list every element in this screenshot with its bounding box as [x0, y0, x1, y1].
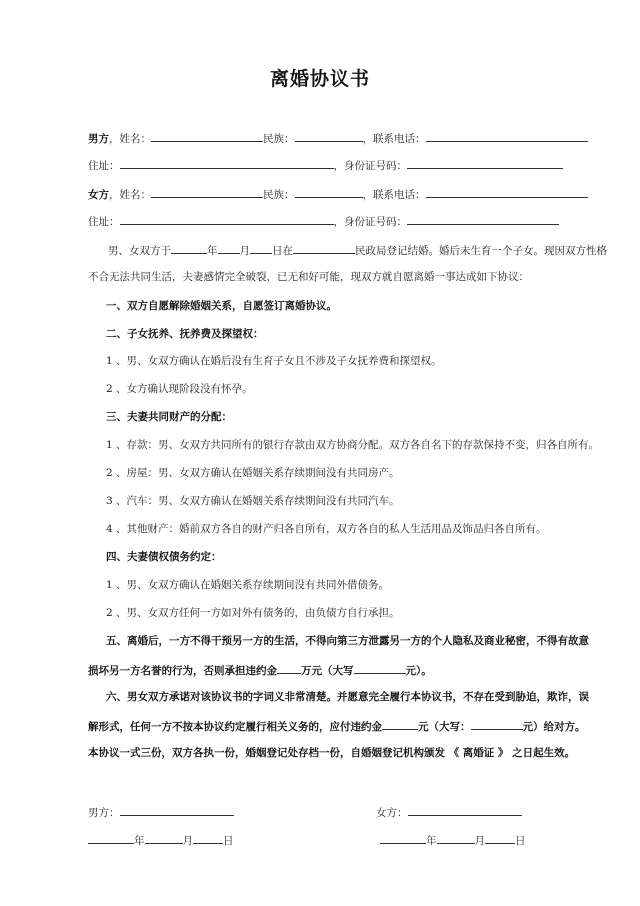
section-5-text-c: 元）。 [405, 665, 432, 677]
man-id-field[interactable] [407, 157, 563, 169]
man-signature-line [88, 804, 234, 820]
intro-text-1: 男、女双方于 [108, 245, 171, 257]
man-phone-field[interactable] [426, 130, 588, 142]
intro-year-label: 年 [207, 245, 218, 257]
woman-id-field[interactable] [407, 213, 559, 225]
section-6-line-1: 六、男女双方承诺对该协议书的字词义非常清楚。并愿意完全履行本协议书，不存在受到胁迫，欺诈，误 [106, 691, 589, 703]
penalty-amount-field[interactable] [277, 662, 301, 674]
man-address-field[interactable] [120, 157, 334, 169]
marriage-year-field[interactable] [171, 242, 207, 254]
section-1-heading: 一、双方自愿解除婚姻关系，自愿签订离婚协议。 [106, 300, 337, 312]
section-4-heading: 四、夫妻债权债务约定： [106, 551, 222, 563]
section-4-item-2: 2 、男、女双方任何一方如对外有债务的，由负债方自行承担。 [106, 607, 400, 619]
woman-month-label: 月 [474, 835, 485, 847]
intro-day-label: 日在 [272, 245, 293, 257]
section-2-heading: 二、子女抚养、抚养费及探望权： [106, 328, 264, 340]
man-sign-day-field[interactable] [193, 832, 223, 844]
woman-signature-label: 女方： [376, 807, 408, 819]
woman-address-field[interactable] [120, 213, 334, 225]
woman-name-label: ，姓名： [109, 189, 151, 201]
man-month-label: 月 [182, 835, 193, 847]
marriage-day-field[interactable] [250, 242, 272, 254]
man-address-line [88, 157, 563, 173]
woman-id-label: ，身份证号码： [333, 216, 407, 228]
marriage-month-field[interactable] [218, 242, 240, 254]
section-3-item-4: 4 、其他财产：婚前双方各自的财产归各自所有，双方各自的私人生活用品及饰品归各自所有。 [106, 523, 547, 535]
man-year-label: 年 [134, 835, 145, 847]
man-sign-month-field[interactable] [145, 832, 183, 844]
breach-amount-words-field[interactable] [471, 718, 523, 730]
registry-office-field[interactable] [293, 242, 355, 254]
breach-amount-field[interactable] [382, 718, 418, 730]
intro-month-label: 月 [239, 245, 250, 257]
man-name-field[interactable] [151, 130, 263, 142]
section-6-line-2 [88, 718, 586, 734]
section-3-heading: 三、夫妻共同财产的分配： [106, 411, 232, 423]
woman-ethnicity-field[interactable] [295, 186, 363, 198]
woman-sign-day-field[interactable] [485, 832, 515, 844]
woman-signature-line [376, 804, 522, 820]
woman-phone-field[interactable] [426, 186, 588, 198]
man-signature-field[interactable] [120, 804, 234, 816]
section-4-item-1: 1 、男、女双方确认在婚姻关系存续期间没有共同外借债务。 [106, 579, 390, 591]
section-5-line-1: 五、离婚后，一方不得干预另一方的生活，不得向第三方泄露另一方的个人隐私及商业秘密，不得有故意 [106, 635, 589, 647]
intro-line-2: 不合无法共同生活，夫妻感情完全破裂，已无和好可能，现双方就自愿离婚一事达成如下协议： [88, 271, 529, 283]
woman-day-label: 日 [515, 835, 526, 847]
woman-date-line [380, 832, 526, 848]
section-6-text-b: 元（大写： [418, 721, 471, 733]
man-phone-label: ，联系电话： [362, 133, 426, 145]
woman-phone-label: ，联系电话： [362, 189, 426, 201]
man-sign-year-field[interactable] [88, 832, 134, 844]
section-5-line-2 [88, 662, 432, 678]
man-label: 男方 [88, 133, 109, 145]
man-signature-label: 男方： [88, 807, 120, 819]
man-date-line [88, 832, 234, 848]
woman-address-line [88, 213, 559, 229]
section-6-text-c: 元）给对方。 [522, 721, 586, 733]
woman-label: 女方 [88, 189, 109, 201]
woman-sign-month-field[interactable] [437, 832, 475, 844]
section-3-item-3: 3 、汽车：男、女双方确认在婚姻关系存续期间没有共同汽车。 [106, 495, 400, 507]
man-address-label: 住址： [88, 160, 120, 172]
woman-signature-field[interactable] [408, 804, 522, 816]
penalty-amount-words-field[interactable] [354, 662, 406, 674]
woman-year-label: 年 [426, 835, 437, 847]
intro-line-1 [108, 242, 607, 258]
man-day-label: 日 [223, 835, 234, 847]
man-id-label: ，身份证号码： [333, 160, 407, 172]
document-title: 离婚协议书 [269, 68, 370, 90]
woman-sign-year-field[interactable] [380, 832, 426, 844]
section-2-item-1: 1 、男、女双方确认在婚后没有生育子女且不涉及子女抚养费和探望权。 [106, 355, 442, 367]
woman-name-field[interactable] [151, 186, 263, 198]
section-3-item-2: 2 、房屋：男、女双方确认在婚姻关系存续期间没有共同房产。 [106, 467, 400, 479]
section-5-text-a: 损坏另一方名誉的行为，否则承担违约金 [88, 665, 277, 677]
section-6-text-a: 解形式，任何一方不按本协议约定履行相关义务的，应付违约金 [88, 721, 382, 733]
woman-info-line [88, 186, 588, 202]
man-info-line [88, 130, 588, 146]
intro-text-2: 民政局登记结婚。婚后未生育一个子女。现因双方性格 [355, 245, 607, 257]
man-ethnicity-label: 民族： [263, 133, 295, 145]
woman-address-label: 住址： [88, 216, 120, 228]
section-5-text-b: 万元（大写 [301, 665, 354, 677]
section-2-item-2: 2 、女方确认现阶段没有怀孕。 [106, 383, 253, 395]
man-ethnicity-field[interactable] [295, 130, 363, 142]
woman-ethnicity-label: 民族： [263, 189, 295, 201]
effective-clause: 本协议一式三份，双方各执一份，婚姻登记处存档一份，自婚姻登记机构颁发 《 离婚证 》 之日起生效。 [88, 747, 576, 759]
man-name-label: ，姓名： [109, 133, 151, 145]
section-3-item-1: 1 、存款：男、女双方共同所有的银行存款由双方协商分配。双方各自名下的存款保持不变，归各自所有。 [106, 439, 600, 451]
